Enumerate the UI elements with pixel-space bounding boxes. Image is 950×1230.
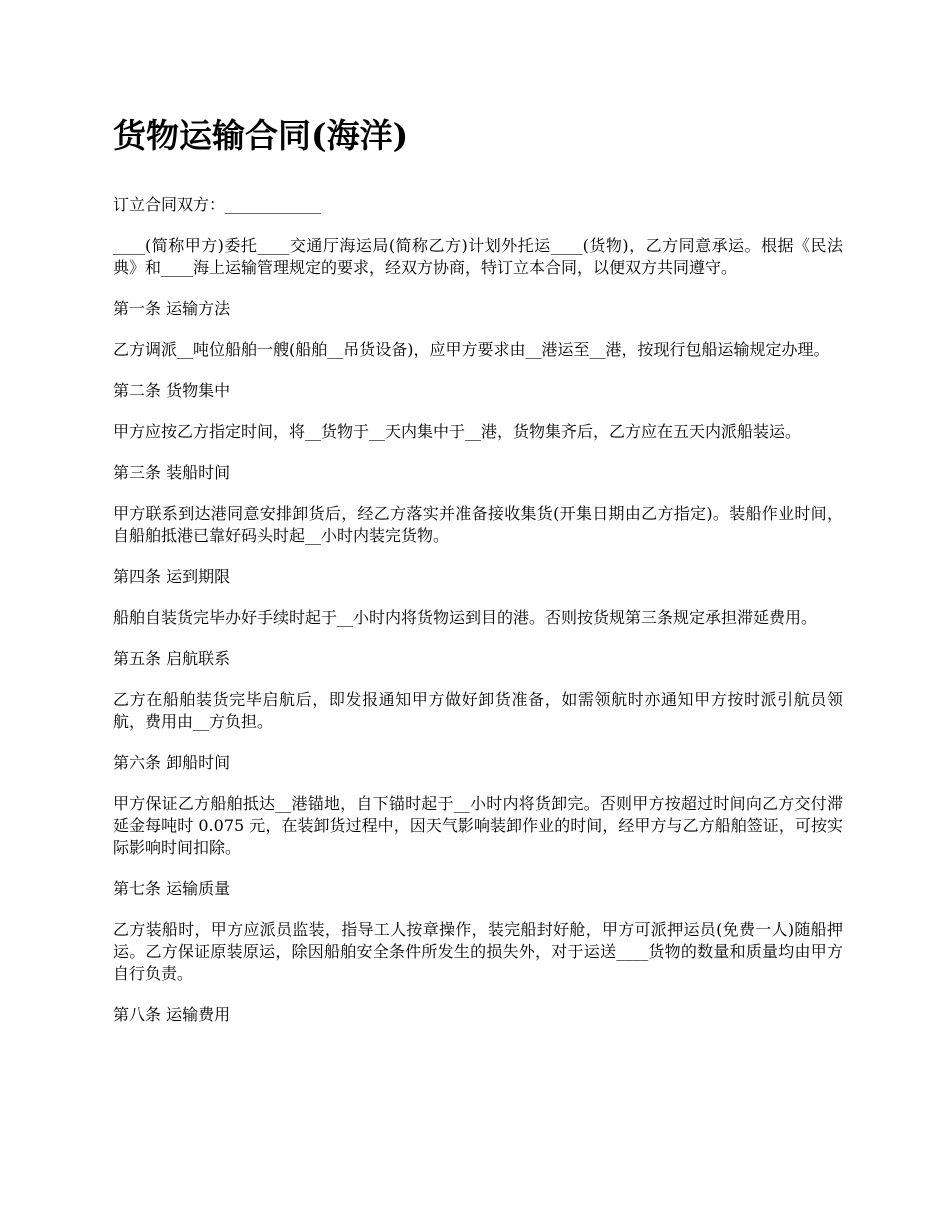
- article-8-heading: 第八条 运输费用: [113, 1005, 231, 1024]
- article-6-body: 甲方保证乙方船舶抵达__港锚地，自下锚时起于__小时内将货卸完。否则甲方按超过时间向乙方交付滞延金每吨时 0.075 元，在装卸货过程中，因天气影响装卸作业的时间，经甲方与乙方船舶签证，可按实际影响时间扣除。: [113, 794, 843, 857]
- article-4-heading: 第四条 运到期限: [113, 567, 231, 586]
- document-page: [113, 112, 843, 1045]
- article-3-body: 甲方联系到达港同意安排卸货后，经乙方落实并准备接收集货(开集日期由乙方指定)。装船作业时间，自船舶抵港已靠好码头时起__小时内装完货物。: [113, 504, 843, 545]
- article-7-body: 乙方装船时，甲方应派员监装，指导工人按章操作，装完船封好舱，甲方可派押运员(免费一人)随船押运。乙方保证原装原运，除因船舶安全条件所发生的损失外，对于运送____货物的数量和质量均由甲方自行负责。: [113, 920, 843, 983]
- article-2-body: 甲方应按乙方指定时间，将__货物于__天内集中于__港，货物集齐后，乙方应在五天内派船装运。: [113, 422, 802, 441]
- article-1-heading: 第一条 运输方法: [113, 299, 231, 318]
- article-1-body: 乙方调派__吨位船舶一艘(船舶__吊货设备)，应甲方要求由__港运至__港，按现行包船运输规定办理。: [113, 340, 830, 359]
- article-3-heading: 第三条 装船时间: [113, 463, 231, 482]
- article-4-body: 船舶自装货完毕办好手续时起于__小时内将货物运到目的港。否则按货规第三条规定承担滞延费用。: [113, 608, 818, 627]
- article-5-heading: 第五条 启航联系: [113, 649, 231, 668]
- document-title: 货物运输合同(海洋): [113, 116, 409, 155]
- article-6-heading: 第六条 卸船时间: [113, 753, 231, 772]
- article-5-body: 乙方在船舶装货完毕启航后，即发报通知甲方做好卸货准备，如需领航时亦通知甲方按时派引航员领航，费用由__方负担。: [113, 690, 843, 731]
- article-7-heading: 第七条 运输质量: [113, 879, 231, 898]
- article-2-heading: 第二条 货物集中: [113, 381, 231, 400]
- preamble-paragraph: ____(简称甲方)委托____交通厅海运局(简称乙方)计划外托运____(货物)，乙方同意承运。根据《民法典》和____海上运输管理规定的要求，经双方协商，特订立本合同，以便双方共同遵守。: [113, 236, 843, 277]
- contract-parties-line: 订立合同双方：____________: [113, 195, 322, 214]
